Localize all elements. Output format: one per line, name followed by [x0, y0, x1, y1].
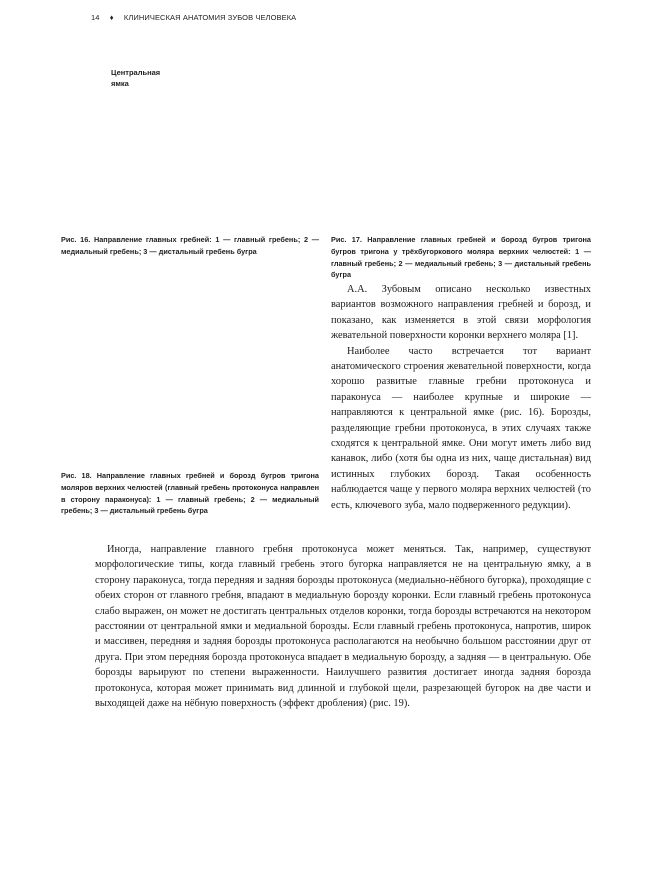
caption-fig16: Рис. 16. Направление главных гребней: 1 — главный гребень; 2 — медиальный гребень; 3 — дистальный гребень бугра [61, 235, 319, 256]
running-header [91, 13, 296, 22]
figure-label-line1: Центральная [111, 68, 161, 77]
body-text-column [331, 282, 591, 513]
body-text-full-width [95, 542, 591, 711]
caption-fig17: Рис. 17. Направление главных гребней и борозд бугров тригона бугров тригона у трёхбугоркового моляра верхних челюстей: 1 — главный гребень; 2 — медиальный гребень; 3 — дистальный гребень бугра [331, 235, 591, 280]
figure-label-line2: ямка [111, 79, 129, 88]
page-number: 14 [91, 13, 100, 22]
paragraph-direction-change: Иногда, направление главного гребня протоконуса может меняться. Так, например, существуют морфологические типы, когда главный гребень этого бугорка направляется не на центральную ямку, а в сторону параконуса, тогда передняя и задняя борозды протоконуса (медиально-нёбного бугорка), проходящие с обеих сторон от главного гребня, впадают в медиальную борозду коронки. Если главный гребень протоконуса слабо выражен, он может не достигать центральных отделов коронки, тогда борозды встречаются на некотором расстоянии от центральной ямки и медиальной борозды. Если главный гребень протоконуса, напротив, широк и массивен, передняя и задняя борозды протоконуса располагаются на необычно большом расстоянии друг от друга. При этом передняя борозда протоконуса впадает в медиальную борозду, а задняя — в центральную. Обе борозды варьируют по степени выраженности. Наилучшего развития достигает иногда задняя борозда протоконуса, которая может принимать вид длинной и глубокой щели, разрезающей бугорок на две части и выходящей даже на нёбную поверхность (эффект дробления) (рис. 19). [95, 544, 591, 710]
header-title: КЛИНИЧЕСКАЯ АНАТОМИЯ ЗУБОВ ЧЕЛОВЕКА [123, 13, 297, 22]
paragraph-zubov: А.А. Зубовым описано несколько известных вариантов возможного направления гребней и борозд, и показано, как изменяется в этой связи морфология жевательной поверхности коронки верхнего моляра [1]. [331, 284, 591, 342]
figure-label-central-fossa [111, 67, 191, 89]
header-separator: ♦ [109, 13, 114, 22]
caption-fig18: Рис. 18. Направление главных гребней и борозд бугров тригона моляров верхних челюстей (главный гребень протоконуса направлен в сторону параконуса): 1 — главный гребень; 2 — медиальный гребень; 3 — дистальный гребень бугра [61, 471, 319, 516]
paragraph-common-variant: Наиболее часто встречается тот вариант анатомического строения жевательной поверхности, когда хорошо развитые главные гребни протоконуса и параконуса — наиболее крупные и широкие — направляются к центральной ямке (рис. 16). Борозды, разделяющие гребни протоконуса, в этих случаях также сходятся к центральной ямке. Они могут иметь либо вид канавок, либо (хотя бы одна из них, чаще дистальная) вид истинных глубоких борозд. Такая особенность наблюдается чаще у первого моляра верхних челюстей (то есть, ключевого зуба, мало подверженного редукции). [331, 345, 591, 511]
